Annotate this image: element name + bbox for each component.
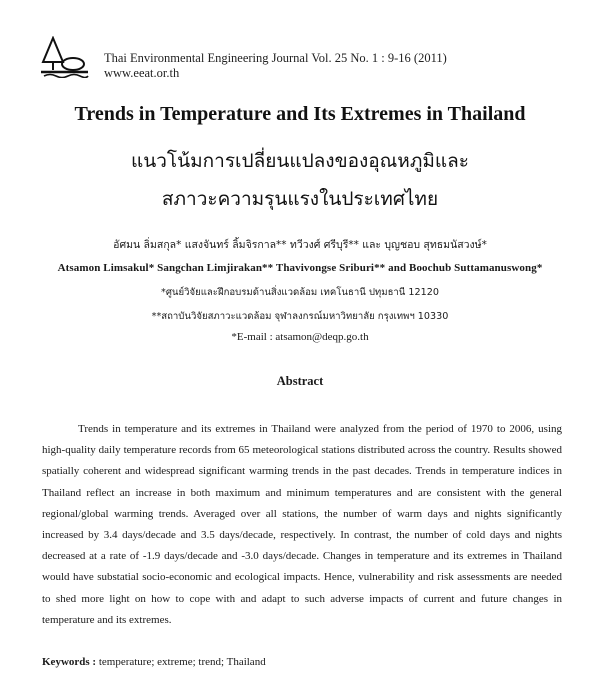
abstract-text: Trends in temperature and its extremes in Thailand were analyzed from the period of 1970 to 2006, using high-quality daily temperature records from 65 meteorological stations distributed across the country. Results showed spatially coherent and widespread significant warming trends in the past decades. Trends in temperature indices in Thailand reflect an increase in both maximum and minimum temperatures and are consistent with the general regional/global warming trends. Averaged over all stations, the number of warm days and nights significantly increased by 3.4 days/decade and 3.5 days/decade, respectively. In contrast, the number of cold days and nights decreased at a rate of -1.9 days/decade and -3.0 days/decade. Changes in temperature and its extremes in Thailand would have substatial socio-economic and ecological impacts. Hence, vulnerability and risk assessments are needed to shed more light on how to cope with and adapt to such adverse impacts of current and future changes in temperature and its extremes. [42, 423, 562, 626]
journal-header [40, 36, 580, 82]
keywords-text: temperature; extreme; trend; Thailand [98, 656, 266, 668]
authors-english: Atsamon Limsakul* Sangchan Limjirakan** Thavivongse Sriburi** and Boochub Suttamanuswong* [57, 262, 543, 274]
abstract-body [42, 419, 562, 631]
paper-title-thai-line1: แนวโน้มการเปลี่ยนแปลงของอุณหภูมิและ [131, 150, 469, 172]
corresponding-email: *E-mail : atsamon@deqp.go.th [231, 331, 369, 343]
affiliation-1: *ศูนย์วิจัยและฝึกอบรมด้านสิ่งแวดล้อม เทคโนธานี ปทุมธานี 12120 [161, 287, 439, 298]
tree-and-water-logo-icon [40, 36, 90, 78]
paper-title-thai-line2: สภาวะความรุนแรงในประเทศไทย [161, 188, 439, 210]
keywords-label: Keywords : [42, 656, 97, 668]
abstract-heading: Abstract [276, 374, 324, 388]
paper-title-english: Trends in Temperature and Its Extremes in Thailand [74, 103, 526, 125]
journal-citation: Thai Environmental Engineering Journal Vol. 25 No. 1 : 9-16 (2011) [104, 51, 447, 65]
authors-thai: อัศมน ลิ่มสกุล* แสงจันทร์ ลิ้มจิรกาล** ทวีวงศ์ ศรีบุรี** และ บุญชอบ สุทธมนัสวงษ์* [113, 239, 487, 251]
journal-website: www.eeat.or.th [104, 66, 180, 80]
keywords-line [42, 656, 266, 668]
affiliation-2: **สถาบันวิจัยสภาวะแวดล้อม จุฬาลงกรณ์มหาวิทยาลัย กรุงเทพฯ 10330 [151, 311, 449, 322]
